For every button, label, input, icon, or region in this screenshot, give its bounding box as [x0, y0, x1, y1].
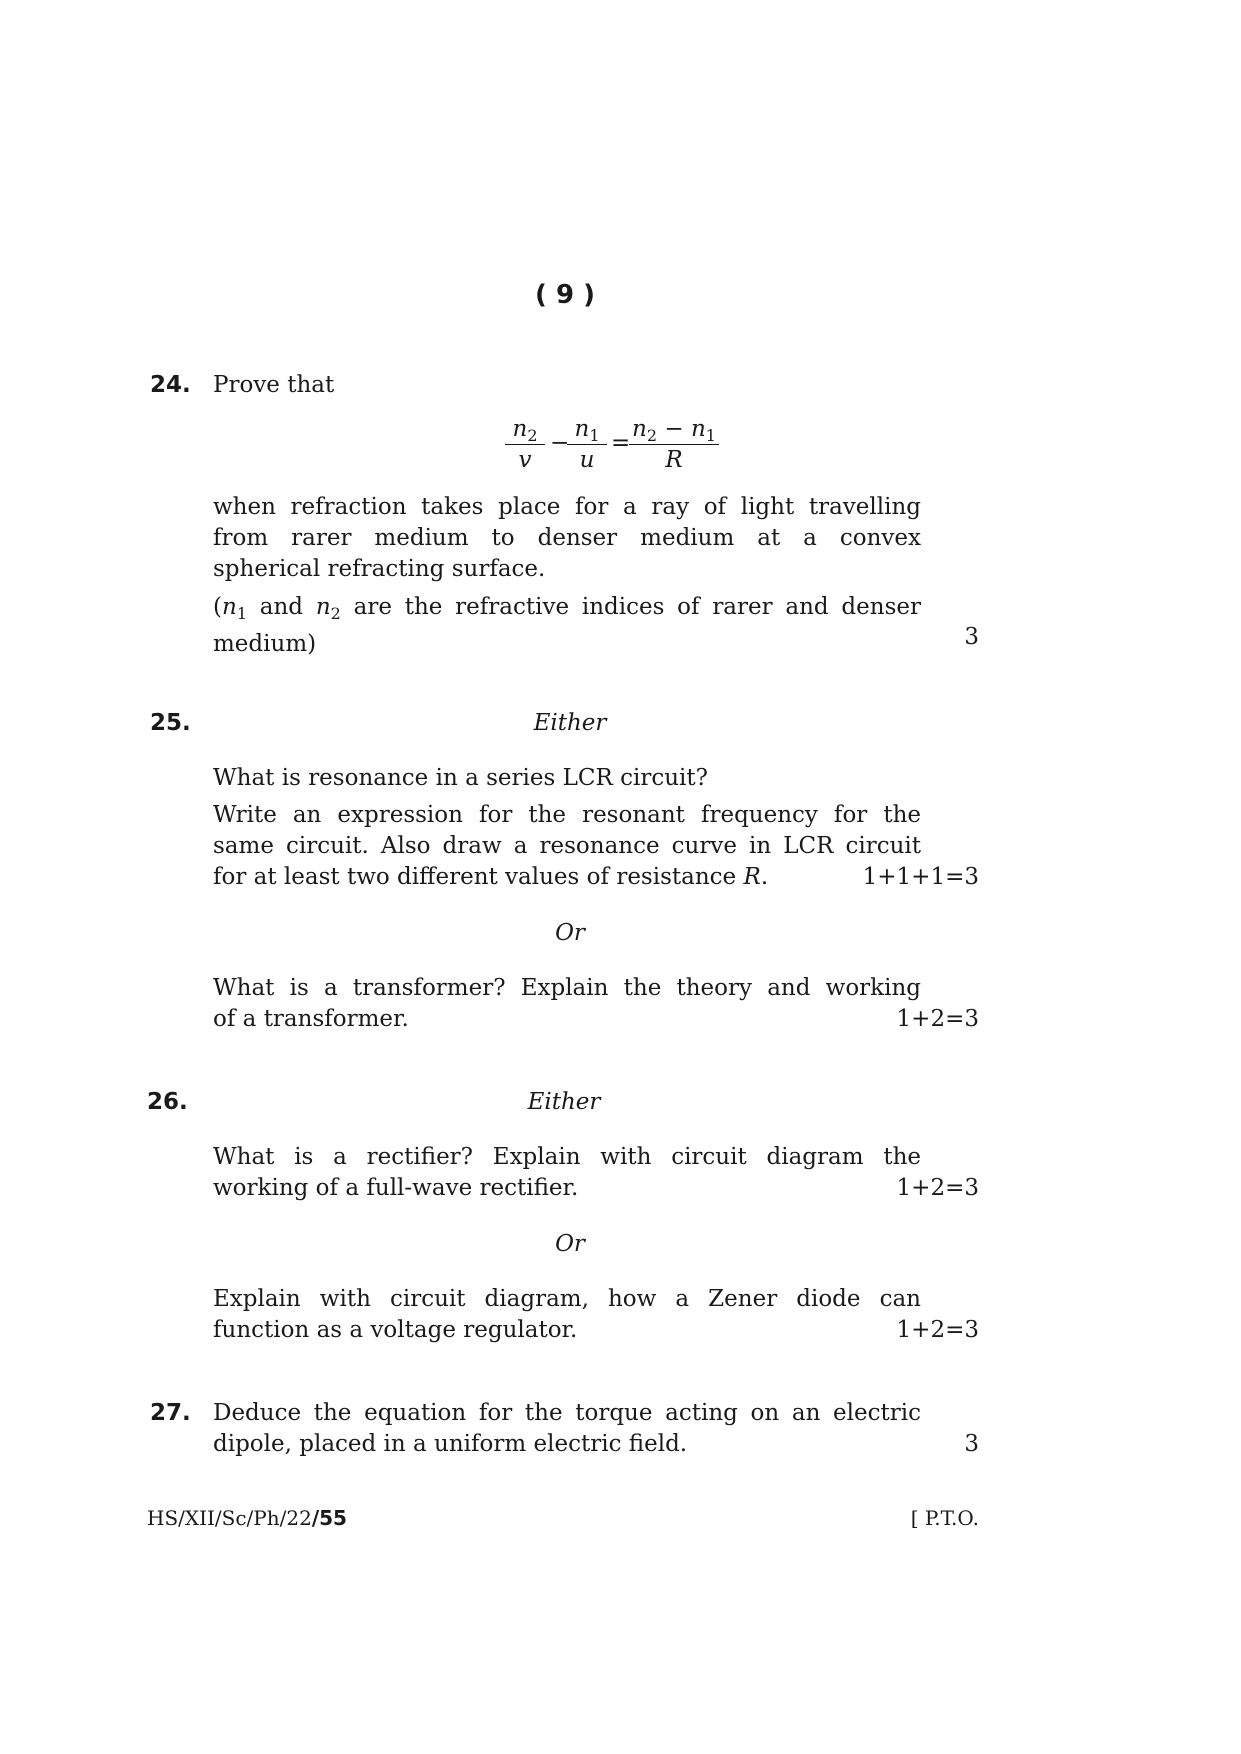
question-27-marks: 3	[964, 1431, 979, 1457]
question-25-or: Or	[555, 920, 585, 946]
question-25-line1: What is resonance in a series LCR circuit?	[213, 765, 708, 791]
question-26-body: What is a rectifier? Explain with circuit diagram the working of a full-wave rectifier.	[213, 1144, 921, 1201]
please-turn-over: [ P.T.O.	[910, 1506, 979, 1530]
question-25-alternative: What is a transformer? Explain the theory and working of a transformer.	[213, 975, 921, 1032]
fraction-n2-minus-n1-over-R: $n_2 - n_1$ R	[629, 414, 719, 475]
question-number-26: 26.	[147, 1089, 188, 1115]
question-26-or: Or	[555, 1231, 585, 1257]
question-26-either: Either	[527, 1089, 601, 1115]
question-27-body: Deduce the equation for the torque acting on an electric dipole, placed in a uniform electric field.	[213, 1400, 921, 1457]
question-24-marks: 3	[964, 624, 979, 650]
question-25-body: Write an expression for the resonant frequency for the same circuit. Also draw a resonance curve in LCR circuit for at least two different values of resistance R.	[213, 802, 921, 890]
question-25-either: Either	[533, 710, 607, 736]
question-26-alternative: Explain with circuit diagram, how a Zener diode can function as a voltage regulator.	[213, 1286, 921, 1343]
question-25-marks-a: 1+1+1=3	[862, 864, 979, 890]
question-26-marks-a: 1+2=3	[896, 1175, 979, 1201]
paper-code: HS/XII/Sc/Ph/22/55	[147, 1506, 347, 1530]
question-25-marks-b: 1+2=3	[896, 1006, 979, 1032]
question-24-prompt: Prove that	[213, 372, 335, 398]
question-24-body: when refraction takes place for a ray of light travelling from rarer medium to denser medium at a convex spherical refracting surface.	[213, 494, 921, 582]
question-number-24: 24.	[150, 372, 191, 398]
question-26-marks-b: 1+2=3	[896, 1317, 979, 1343]
lens-maker-formula	[505, 414, 725, 484]
question-number-25: 25.	[150, 710, 191, 736]
question-24-note: ($n_1$ and $n_2$ are the refractive indices of rarer and denser medium)	[213, 594, 921, 657]
question-number-27: 27.	[150, 1400, 191, 1426]
fraction-n2-over-v: $n_2$ v	[505, 414, 545, 475]
minus-sign: −	[550, 430, 570, 456]
equals-sign: =	[611, 430, 631, 456]
page-number: ( 9 )	[535, 280, 595, 310]
fraction-n1-over-u: $n_1$ u	[567, 414, 607, 475]
